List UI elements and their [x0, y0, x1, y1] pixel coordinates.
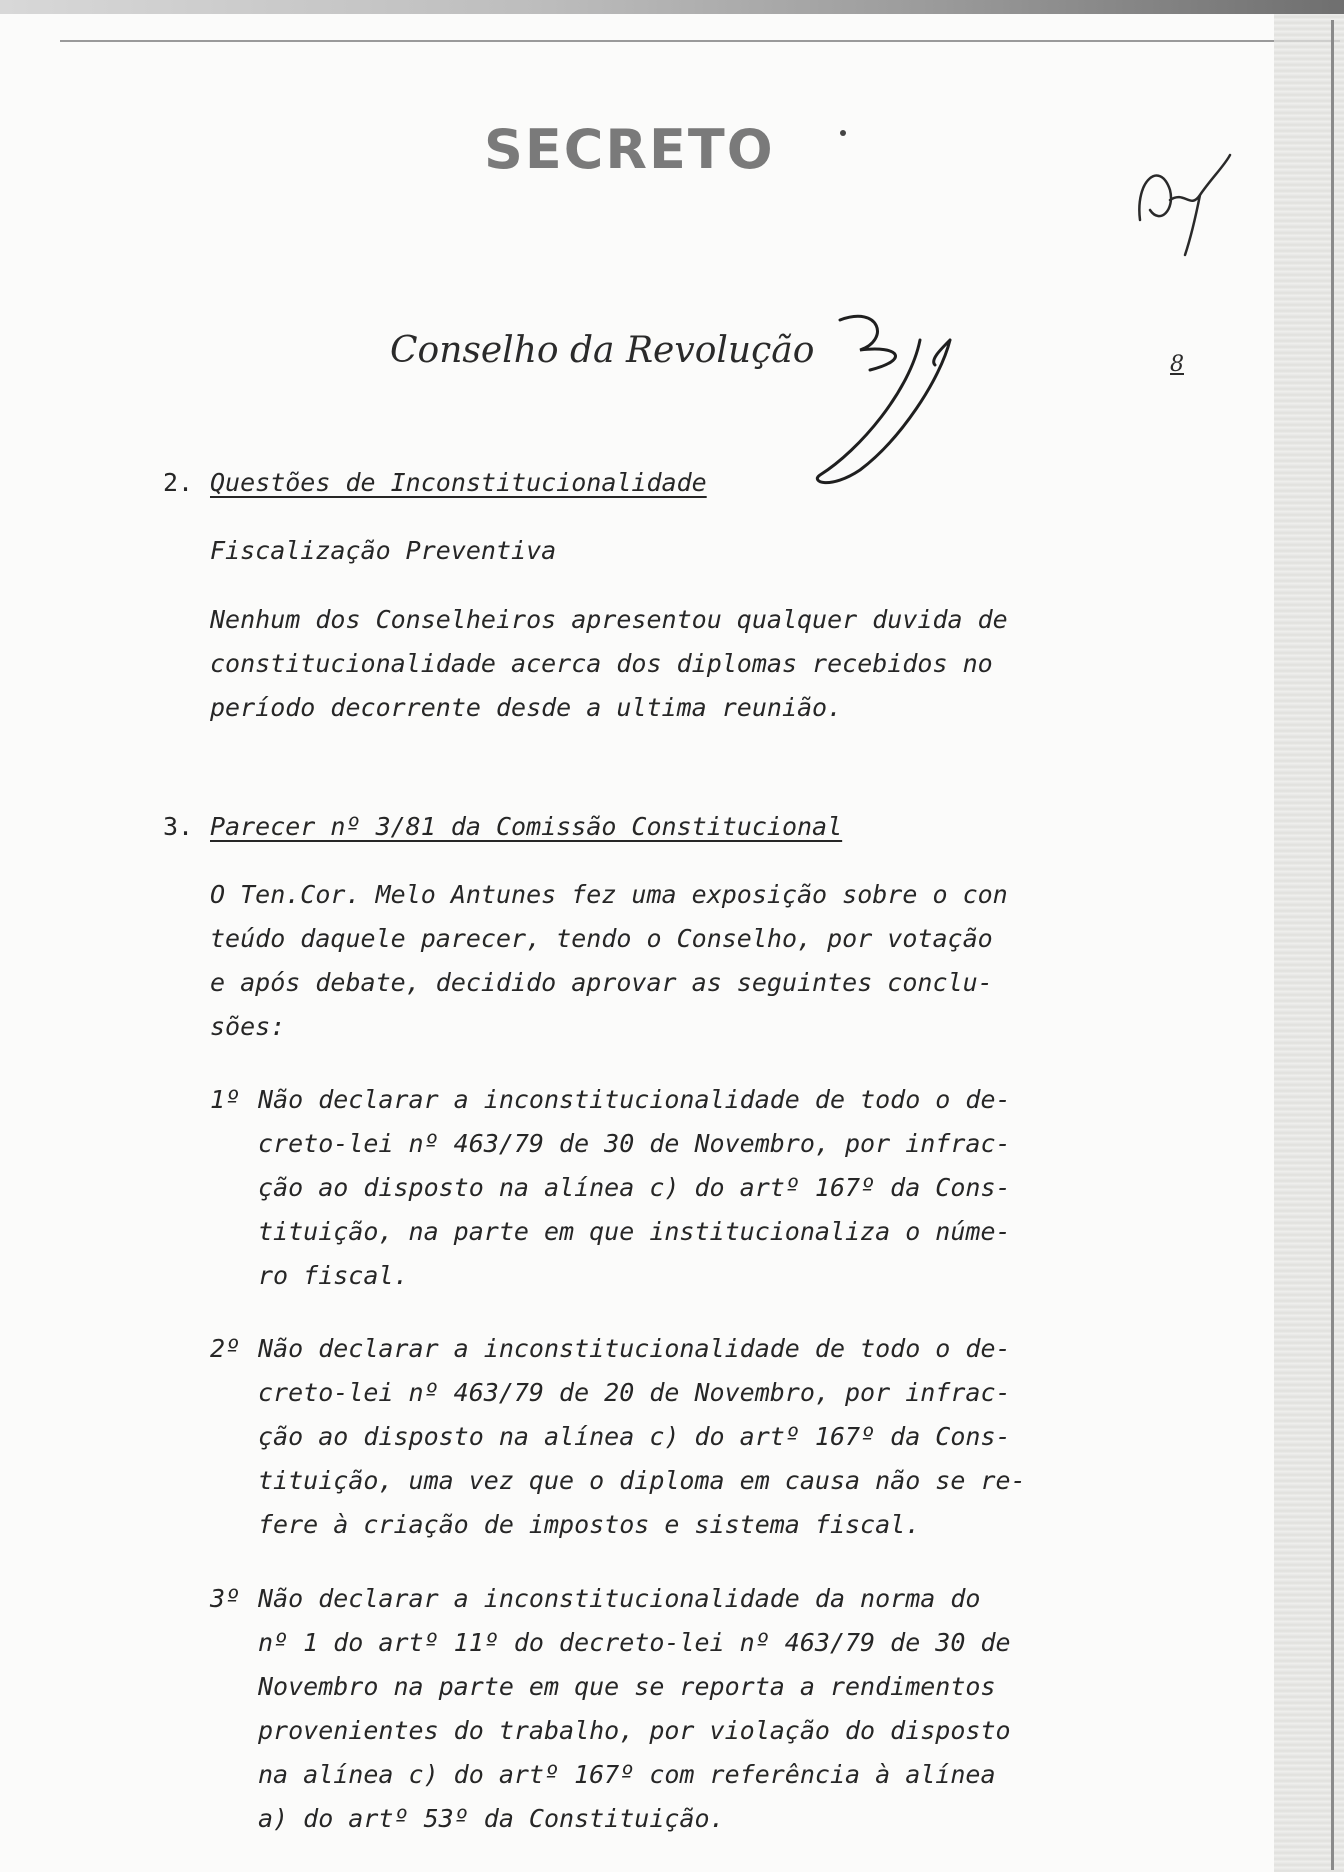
item-line: creto-lei nº 463/79 de 20 de Novembro, por infrac- — [258, 1378, 1011, 1407]
item-line: Novembro na parte em que se reporta a rendimentos — [258, 1672, 996, 1701]
paragraph-line: Nenhum dos Conselheiros apresentou qualquer duvida de — [210, 605, 1008, 634]
item-line: tituição, uma vez que o diploma em causa não se re- — [258, 1466, 1026, 1495]
section-number: 2. — [163, 468, 194, 497]
paragraph-line: O Ten.Cor. Melo Antunes fez uma exposição sobre o con — [210, 880, 1008, 909]
section-subtitle: Fiscalização Preventiva — [210, 536, 557, 565]
paragraph-line: teúdo daquele parecer, tendo o Conselho, por votação — [210, 924, 993, 953]
item-line: a) do artº 53º da Constituição. — [258, 1804, 725, 1833]
item-line: ro fiscal. — [258, 1261, 409, 1290]
page-number: 8 — [1170, 352, 1184, 377]
section-title: Questões de Inconstitucionalidade — [210, 468, 707, 497]
handwritten-signature — [800, 300, 960, 500]
ink-dot — [840, 130, 846, 136]
scan-right-line — [1331, 20, 1334, 1870]
paragraph-line: período decorrente desde a ultima reunião. — [210, 693, 843, 722]
item-line: na alínea c) do artº 167º com referência à alínea — [258, 1760, 996, 1789]
item-line: nº 1 do artº 11º do decreto-lei nº 463/79 de 30 de — [258, 1628, 1011, 1657]
item-line: ção ao disposto na alínea c) do artº 167º da Cons- — [258, 1422, 1011, 1451]
item-line: creto-lei nº 463/79 de 30 de Novembro, por infrac- — [258, 1129, 1011, 1158]
item-line: Não declarar a inconstitucionalidade da norma do — [258, 1584, 981, 1613]
council-title: Conselho da Revolução — [390, 330, 815, 371]
section-title: Parecer nº 3/81 da Comissão Constitucional — [210, 812, 843, 841]
item-line: provenientes do trabalho, por violação do disposto — [258, 1716, 1011, 1745]
item-line: Não declarar a inconstitucionalidade de todo o de- — [258, 1334, 1011, 1363]
paragraph-line: sões: — [210, 1012, 286, 1041]
item-line: ção ao disposto na alínea c) do artº 167º da Cons- — [258, 1173, 1011, 1202]
scan-top-line — [60, 40, 1340, 42]
item-marker: 2º — [210, 1334, 241, 1363]
scan-top-border — [0, 0, 1344, 14]
item-line: tituição, na parte em que institucionaliza o núme- — [258, 1217, 1011, 1246]
item-line: fere à criação de impostos e sistema fiscal. — [258, 1510, 921, 1539]
secret-stamp: SECRETO — [484, 118, 775, 181]
item-line: Não declarar a inconstitucionalidade de todo o de- — [258, 1085, 1011, 1114]
handwritten-initials — [1130, 150, 1240, 260]
item-marker: 3º — [210, 1584, 241, 1613]
paragraph-line: constitucionalidade acerca dos diplomas recebidos no — [210, 649, 993, 678]
section-number: 3. — [163, 812, 194, 841]
item-marker: 1º — [210, 1085, 241, 1114]
paragraph-line: e após debate, decidido aprovar as seguintes conclu- — [210, 968, 993, 997]
